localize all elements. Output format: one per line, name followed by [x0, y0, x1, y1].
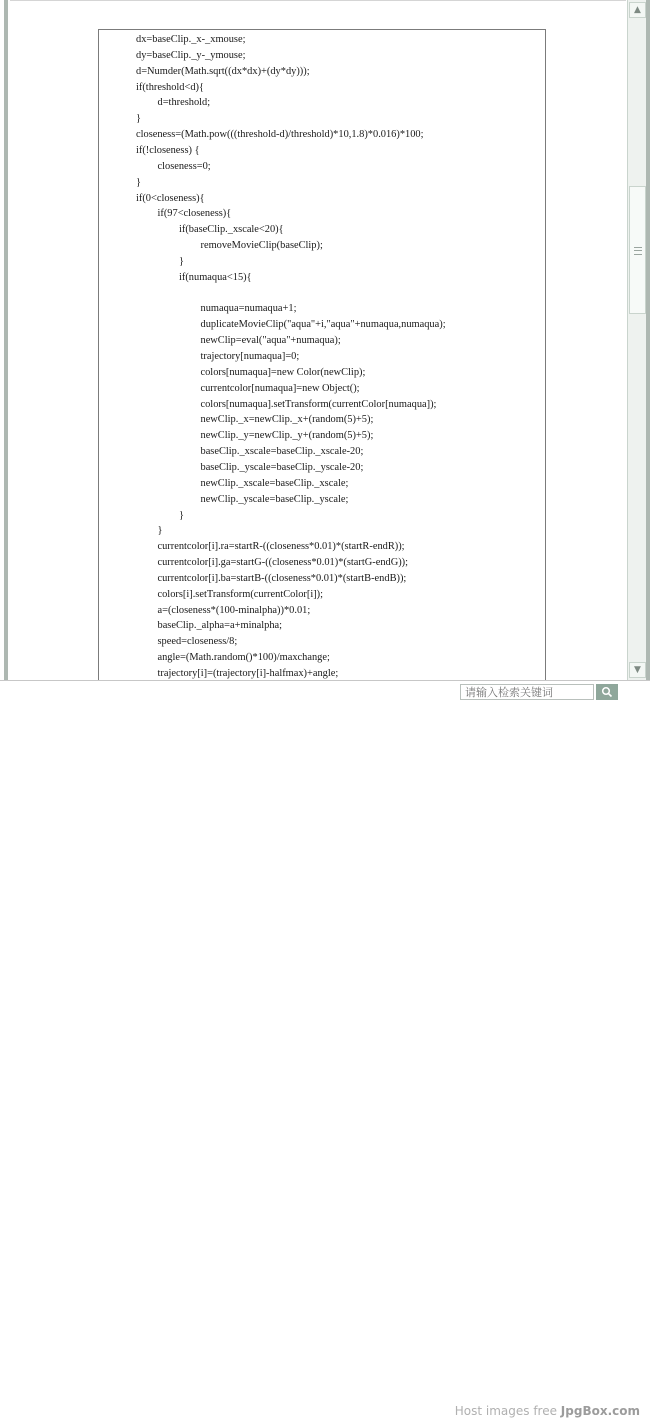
code-line: closeness=0;	[157, 160, 211, 172]
grip-icon	[634, 247, 642, 255]
code-line: trajectory[i]=(trajectory[i]-halfmax)+angle;	[157, 668, 339, 679]
code-line: colors[numaqua]=new Color(newClip);	[200, 366, 366, 378]
code-line: removeMovieClip(baseClip);	[200, 240, 323, 252]
code-line: if(numaqua<15){	[179, 271, 252, 283]
document-page	[98, 29, 546, 691]
footer	[0, 700, 650, 1418]
code-line: dy=baseClip._y-_ymouse;	[136, 49, 246, 61]
code-line: currentcolor[numaqua]=new Object();	[200, 382, 360, 394]
code-line: colors[i].setTransform(currentColor[i]);	[157, 588, 324, 600]
code-line: newClip=eval("aqua"+numaqua);	[200, 335, 341, 347]
code-line: if(0<closeness){	[136, 192, 205, 204]
code-line: newClip._yscale=baseClip._yscale;	[200, 493, 349, 505]
code-line: currentcolor[i].ra=startR-((closeness*0.01)*(startR-endR));	[157, 541, 405, 553]
watermark-brand: JpgBox.com	[560, 1404, 640, 1418]
code-line: baseClip._alpha=a+minalpha;	[157, 620, 283, 632]
search-icon	[601, 686, 613, 698]
chevron-down-icon: ▼	[634, 665, 641, 675]
code-line: if(!closeness) {	[136, 144, 200, 156]
scroll-down-button[interactable]	[629, 662, 646, 678]
code-line: baseClip._xscale=baseClip._xscale-20;	[200, 446, 364, 458]
code-line: if(threshold<d){	[136, 81, 204, 93]
left-border-rail	[4, 0, 8, 680]
code-line: }	[136, 176, 141, 188]
code-line: closeness=(Math.pow(((threshold-d)/threshold)*10,1.8)*0.016)*100;	[136, 129, 424, 141]
code-line: d=Numder(Math.sqrt((dx*dx)+(dy*dy)));	[136, 65, 310, 77]
code-line: }	[179, 509, 184, 521]
code-line: newClip._x=newClip._x+(random(5)+5);	[200, 414, 374, 426]
code-line: dx=baseClip._x-_xmouse;	[136, 34, 246, 45]
code-line: if(97<closeness){	[157, 208, 232, 220]
document-viewport[interactable]	[10, 0, 626, 681]
code-line: currentcolor[i].ba=startB-((closeness*0.01)*(startB-endB));	[157, 572, 407, 584]
code-line: speed=closeness/8;	[157, 636, 238, 648]
code-line: angle=(Math.random()*100)/maxchange;	[157, 652, 330, 664]
search-button[interactable]	[596, 684, 618, 700]
code-line: if(baseClip._xscale<20){	[179, 224, 284, 236]
chevron-up-icon: ▲	[634, 5, 641, 15]
scroll-up-button[interactable]	[629, 2, 646, 18]
code-line: duplicateMovieClip("aqua"+i,"aqua"+numaqua,numaqua);	[200, 319, 446, 331]
code-line: baseClip._yscale=baseClip._yscale-20;	[200, 461, 364, 473]
scroll-thumb[interactable]	[629, 186, 646, 314]
search-input[interactable]	[460, 684, 594, 700]
document-viewer-window	[0, 0, 650, 700]
code-line: }	[179, 255, 184, 267]
watermark-text	[455, 1404, 640, 1418]
code-line: currentcolor[i].ga=startG-((closeness*0.01)*(startG-endG));	[157, 557, 409, 569]
watermark-prefix: Host images free	[454, 1404, 561, 1418]
code-line: trajectory[numaqua]=0;	[200, 351, 300, 362]
code-line: colors[numaqua].setTransform(currentColor[numaqua]);	[200, 398, 437, 410]
code-line: }	[136, 113, 141, 125]
right-border-rail	[646, 0, 650, 700]
code-line: a=(closeness*(100-minalpha))*0.01;	[157, 604, 311, 616]
code-line: }	[157, 525, 163, 537]
vertical-scrollbar[interactable]	[627, 0, 647, 680]
code-line: numaqua=numaqua+1;	[200, 303, 297, 315]
code-line: newClip._xscale=baseClip._xscale;	[200, 477, 349, 489]
code-line: d=threshold;	[157, 97, 211, 109]
code-line: newClip._y=newClip._y+(random(5)+5);	[200, 430, 374, 442]
